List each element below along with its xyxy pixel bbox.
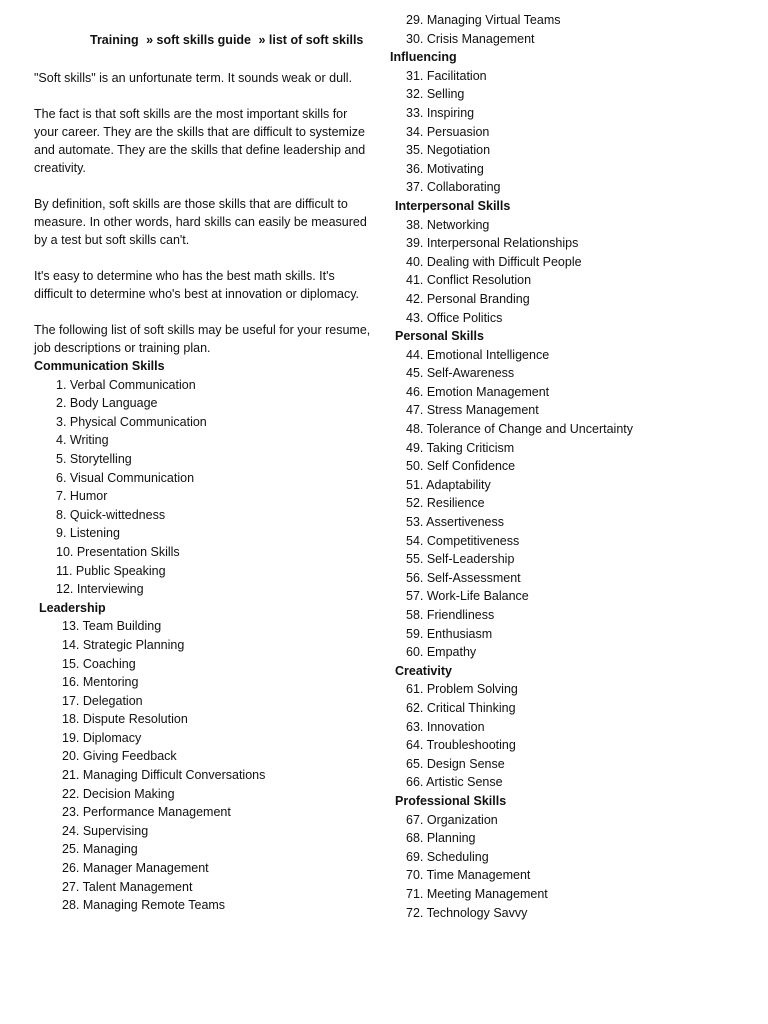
skill-item: 23. Performance Management <box>62 805 231 820</box>
skill-item: 11. Public Speaking <box>56 563 166 578</box>
skill-item: 4. Writing <box>56 433 109 448</box>
skill-item: 53. Assertiveness <box>406 515 504 530</box>
intro-paragraph-1: "Soft skills" is an unfortunate term. It sounds weak or dull. <box>34 71 353 85</box>
section-heading: Professional Skills <box>395 793 507 808</box>
skill-item: 10. Presentation Skills <box>56 544 180 559</box>
skill-item: 44. Emotional Intelligence <box>406 347 550 362</box>
skill-item: 67. Organization <box>406 812 498 827</box>
skill-item: 26. Manager Management <box>62 861 209 876</box>
section-heading: Communication Skills <box>34 359 165 373</box>
skill-item: 43. Office Politics <box>406 310 503 325</box>
skill-item: 31. Facilitation <box>406 68 487 83</box>
intro-paragraph-2: The fact is that soft skills are the most important skills for your career. They are the skills that are difficult to systemize and automate. They are the skills that define leadership and creativity. <box>34 107 366 175</box>
skill-item: 54. Competitiveness <box>406 533 520 548</box>
intro-paragraph-3: By definition, soft skills are those skills that are difficult to measure. In other words, hard skills can easily be measured by a test but soft skills can't. <box>34 197 367 247</box>
skill-item: 39. Interpersonal Relationships <box>406 236 579 251</box>
skill-item: 70. Time Management <box>406 868 531 883</box>
skill-item: 64. Troubleshooting <box>406 738 516 753</box>
skill-item: 37. Collaborating <box>406 180 501 195</box>
section-heading: Personal Skills <box>395 329 484 344</box>
breadcrumb <box>34 31 374 49</box>
skill-item: 5. Storytelling <box>56 451 132 466</box>
skill-item: 27. Talent Management <box>62 879 193 894</box>
skill-item: 24. Supervising <box>62 823 149 838</box>
skill-item: 28. Managing Remote Teams <box>62 898 226 913</box>
skill-item: 19. Diplomacy <box>62 730 142 745</box>
skill-item: 3. Physical Communication <box>56 414 207 429</box>
skill-item: 33. Inspiring <box>406 105 475 120</box>
intro-paragraph-5: The following list of soft skills may be useful for your resume, job descriptions or training plan. <box>34 323 371 355</box>
skill-item: 47. Stress Management <box>406 403 539 418</box>
skill-item: 30. Crisis Management <box>406 31 535 46</box>
skill-item: 7. Humor <box>56 489 108 504</box>
skill-item: 62. Critical Thinking <box>406 700 516 715</box>
skill-item: 25. Managing <box>62 842 138 857</box>
section-heading: Interpersonal Skills <box>395 198 511 213</box>
skill-item: 32. Selling <box>406 87 465 102</box>
left-column <box>34 31 374 915</box>
skill-item: 63. Innovation <box>406 719 485 734</box>
intro-paragraph-4: It's easy to determine who has the best math skills. It's difficult to determine who's best at innovation or diplomacy. <box>34 269 360 301</box>
section-heading: Leadership <box>39 600 106 615</box>
section-heading: Influencing <box>390 50 457 65</box>
skill-item: 35. Negotiation <box>406 143 491 158</box>
skill-item: 6. Visual Communication <box>56 470 195 485</box>
skill-item: 12. Interviewing <box>56 582 144 597</box>
skill-item: 71. Meeting Management <box>406 886 548 901</box>
left-skill-list <box>34 357 374 915</box>
skill-item: 46. Emotion Management <box>406 384 550 399</box>
skill-item: 51. Adaptability <box>406 477 491 492</box>
skill-item: 42. Personal Branding <box>406 291 530 306</box>
skill-item: 61. Problem Solving <box>406 682 518 697</box>
skill-item: 8. Quick-wittedness <box>56 507 166 522</box>
skill-item: 45. Self-Awareness <box>406 366 515 381</box>
skill-item: 16. Mentoring <box>62 675 139 690</box>
skill-item: 18. Dispute Resolution <box>62 712 188 727</box>
skill-item: 72. Technology Savvy <box>406 905 528 920</box>
section-heading: Creativity <box>395 663 452 678</box>
skill-item: 57. Work-Life Balance <box>406 589 529 604</box>
skill-item: 20. Giving Feedback <box>62 749 177 764</box>
skill-item: 38. Networking <box>406 217 490 232</box>
skill-item: 9. Listening <box>56 526 120 541</box>
skill-item: 55. Self-Leadership <box>406 552 515 567</box>
skill-item: 1. Verbal Communication <box>56 377 196 392</box>
skill-item: 40. Dealing with Difficult People <box>406 254 582 269</box>
skill-item: 22. Decision Making <box>62 786 175 801</box>
skill-item: 56. Self-Assessment <box>406 570 521 585</box>
skill-item: 65. Design Sense <box>406 756 505 771</box>
breadcrumb-list-of-soft-skills[interactable]: » list of soft skills <box>258 33 364 47</box>
skill-item: 49. Taking Criticism <box>406 440 515 455</box>
right-column <box>390 11 760 922</box>
skill-item: 29. Managing Virtual Teams <box>406 13 561 27</box>
skill-item: 34. Persuasion <box>406 124 490 139</box>
skill-item: 13. Team Building <box>62 619 162 634</box>
right-skill-list <box>390 11 760 922</box>
skill-item: 48. Tolerance of Change and Uncertainty <box>406 422 634 437</box>
skill-item: 69. Scheduling <box>406 849 489 864</box>
skill-item: 52. Resilience <box>406 496 485 511</box>
skill-item: 58. Friendliness <box>406 608 495 622</box>
skill-item: 17. Delegation <box>62 693 143 708</box>
skill-item: 41. Conflict Resolution <box>406 273 532 288</box>
breadcrumb-soft-skills-guide[interactable]: » soft skills guide <box>146 33 251 47</box>
skill-item: 59. Enthusiasm <box>406 626 493 641</box>
skill-item: 60. Empathy <box>406 645 477 660</box>
skill-item: 36. Motivating <box>406 161 484 176</box>
skill-item: 2. Body Language <box>56 396 158 411</box>
breadcrumb-training[interactable]: Training <box>90 33 139 47</box>
skill-item: 21. Managing Difficult Conversations <box>62 768 266 783</box>
skill-item: 66. Artistic Sense <box>406 775 503 790</box>
skill-item: 50. Self Confidence <box>406 459 516 474</box>
skill-item: 14. Strategic Planning <box>62 637 185 652</box>
skill-item: 68. Planning <box>406 831 476 846</box>
skill-item: 15. Coaching <box>62 656 136 671</box>
